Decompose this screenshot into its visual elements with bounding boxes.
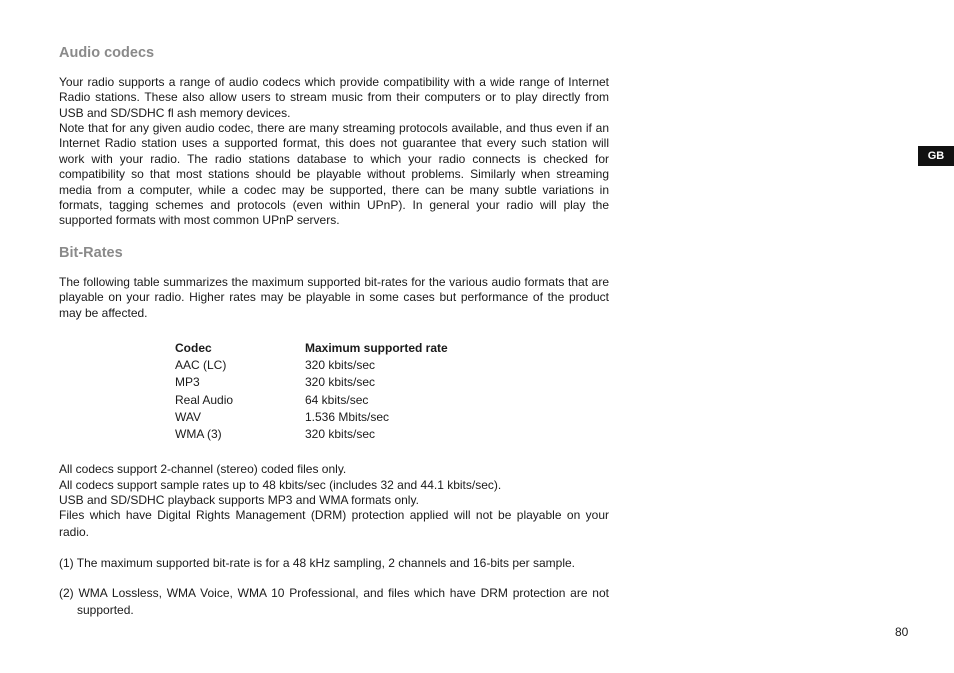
audio-codecs-heading: Audio codecs — [59, 45, 155, 61]
footnote-2: (2) WMA Lossless, WMA Voice, WMA 10 Professional, and files which have DRM protection are not supported. — [59, 586, 609, 617]
footnote-1: (1) The maximum supported bit-rate is for a 48 kHz sampling, 2 channels and 16-bits per sample. — [59, 556, 576, 570]
language-tab: GB — [918, 146, 954, 166]
rate-cell: 320 kbits/sec — [305, 375, 376, 390]
codec-cell: MP3 — [175, 375, 200, 390]
audio-codecs-paragraph-2: Note that for any given audio codec, there are many streaming protocols available, and thus even if an Internet Radio station uses a supported format, this does not guarantee that every such station will work with your radio. The radio stations database to which your radio connects is checked for compatibility so that most stations should be playable without problems. Similarly when streaming media from a computer, while a codec may be supported, there can be many subtle variations in formats, tagging schemes and protocols (even within UPnP). In general your radio will play the supported formats with most common UPnP servers. — [59, 121, 609, 228]
rate-cell: 320 kbits/sec — [305, 358, 376, 373]
rate-cell: 320 kbits/sec — [305, 426, 376, 441]
codec-cell: WAV — [175, 409, 201, 424]
bit-rates-paragraph: The following table summarizes the maximum supported bit-rates for the various audio formats that are playable on your radio. Higher rates may be playable in some cases but performance of the product may be affected. — [59, 275, 609, 320]
note-line-4: Files which have Digital Rights Management (DRM) protection applied will not be playable on your radio. — [59, 508, 609, 539]
audio-codecs-paragraph-1: Your radio supports a range of audio codecs which provide compatibility with a wide range of Internet Radio stations. These also allow users to stream music from their computers or to play directly from USB and SD/SDHC fl ash memory devices. — [59, 75, 609, 120]
rate-cell: 64 kbits/sec — [305, 392, 369, 407]
page-number: 80 — [895, 625, 909, 639]
note-line-1: All codecs support 2-channel (stereo) coded files only. — [59, 462, 347, 476]
rate-cell: 1.536 Mbits/sec — [305, 409, 390, 424]
header-rate: Maximum supported rate — [305, 341, 448, 355]
codec-cell: WMA (3) — [175, 426, 222, 441]
header-codec: Codec — [175, 341, 212, 355]
note-line-3: USB and SD/SDHC playback supports MP3 and WMA formats only. — [59, 493, 419, 507]
codec-cell: AAC (LC) — [175, 358, 227, 373]
note-line-2: All codecs support sample rates up to 48 kbits/sec (includes 32 and 44.1 kbits/sec). — [59, 478, 502, 492]
bit-rates-heading: Bit-Rates — [59, 245, 123, 261]
codec-cell: Real Audio — [175, 392, 234, 407]
